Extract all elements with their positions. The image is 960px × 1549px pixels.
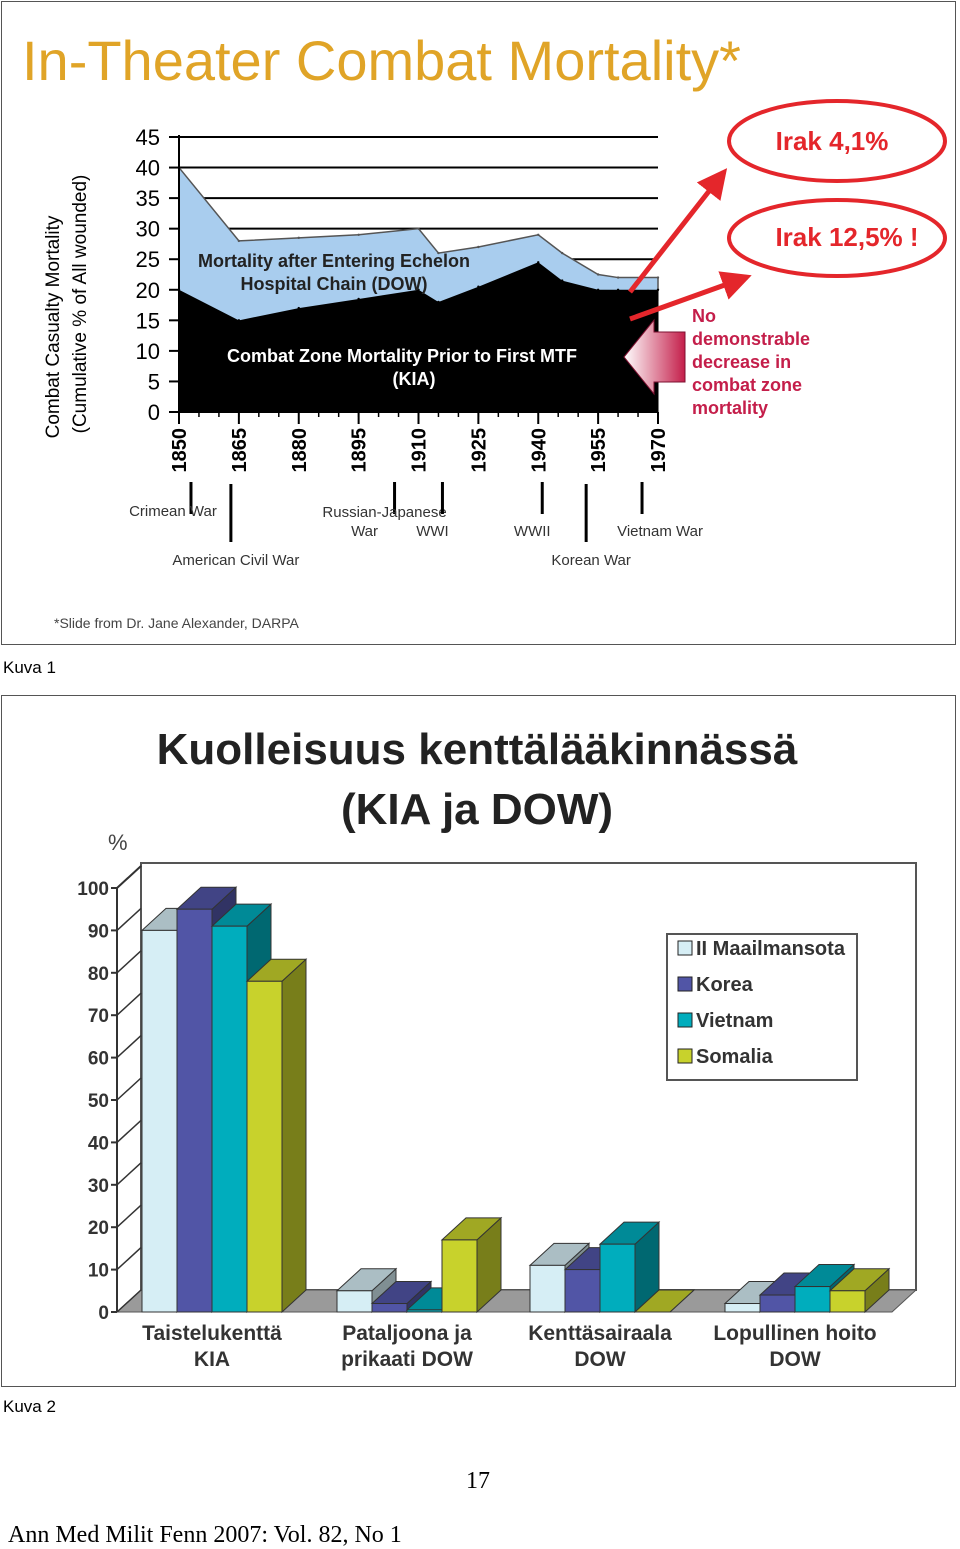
no-decrease-note: decrease in [692, 352, 792, 372]
y-axis-unit: % [108, 830, 128, 855]
x-tick-label: 1910 [408, 428, 431, 473]
y-tick-label: 30 [87, 1175, 109, 1197]
x-tick-label: 1970 [648, 428, 670, 473]
bar-front [830, 1291, 865, 1312]
y-tick-depth [117, 1163, 141, 1185]
war-label: American Civil War [172, 552, 300, 569]
y-tick-label: 25 [135, 247, 160, 273]
kia-point [537, 261, 539, 263]
category-label: KIA [193, 1348, 231, 1371]
y-tick-label: 40 [87, 1133, 109, 1155]
x-tick-label: 1865 [228, 428, 251, 473]
y-axis-label: (Cumulative % of All wounded) [70, 174, 91, 434]
war-label: WWII [513, 523, 551, 540]
legend-swatch [678, 1049, 692, 1063]
category-label: Kenttäsairaala [528, 1322, 672, 1345]
y-tick-label: 70 [87, 1006, 109, 1028]
dow-point [417, 227, 419, 229]
y-tick-label: 90 [87, 921, 109, 943]
y-tick-label: 5 [147, 369, 160, 395]
figure-1-caption: Kuva 1 [3, 658, 56, 677]
y-tick-depth [117, 1205, 141, 1227]
category-label: DOW [574, 1348, 626, 1371]
x-tick-label: 1940 [528, 428, 551, 473]
bar-front [565, 1270, 600, 1312]
y-tick-label: 45 [135, 125, 160, 150]
bar [247, 959, 306, 1312]
dow-point [357, 234, 359, 236]
kia-point [597, 289, 599, 291]
no-decrease-note: demonstrable [692, 329, 811, 349]
x-tick-label: 1850 [169, 428, 191, 473]
y-tick-label: 80 [87, 963, 109, 985]
y-tick-label: 20 [87, 1218, 109, 1240]
no-decrease-note: No [692, 306, 716, 326]
no-decrease-note: mortality [692, 398, 769, 418]
legend-label: Korea [696, 974, 753, 996]
bar-front [407, 1310, 442, 1312]
journal-footer: Ann Med Milit Fenn 2007: Vol. 82, No 1 [8, 1522, 402, 1548]
bar-front [212, 926, 247, 1312]
kia-point [561, 279, 563, 281]
x-tick-label: 1895 [348, 428, 371, 473]
irak-arrow [630, 172, 724, 292]
category-label: Lopullinen hoito [713, 1322, 877, 1345]
kia-series-label: (KIA) [392, 369, 436, 389]
bar-front [795, 1287, 830, 1312]
dow-point [537, 234, 539, 236]
figure-2-panel [1, 695, 956, 1387]
field-medicine-mortality-chart [2, 696, 955, 1386]
y-tick-depth [117, 993, 141, 1015]
dow-point [477, 246, 479, 248]
y-tick-depth [117, 1120, 141, 1142]
x-tick-label: 1925 [468, 428, 491, 473]
y-tick-label: 50 [87, 1091, 109, 1112]
y-tick-label: 60 [87, 1048, 109, 1070]
kia-series-label: Combat Zone Mortality Prior to First MTF [227, 346, 577, 366]
war-label: WWI [416, 523, 449, 540]
y-tick-label: 100 [77, 879, 109, 900]
kia-point [238, 319, 240, 321]
y-tick-label: 15 [135, 308, 160, 334]
chart-title: (KIA ja DOW) [340, 785, 614, 834]
y-tick-depth [117, 866, 141, 888]
y-tick-depth [117, 908, 141, 930]
legend-swatch [678, 977, 692, 991]
kia-point [437, 301, 439, 303]
dow-point [657, 276, 659, 278]
bar [442, 1218, 501, 1312]
no-decrease-note: combat zone [692, 375, 803, 395]
bar-front [442, 1240, 477, 1312]
bar-front [337, 1291, 372, 1312]
chart-title: In-Theater Combat Mortality* [22, 29, 741, 92]
page-number: 17 [466, 1468, 490, 1494]
war-label: Russian-Japanese [322, 504, 447, 521]
irak-label: Irak 4,1% [775, 126, 889, 156]
source-note: *Slide from Dr. Jane Alexander, DARPA [54, 615, 299, 631]
bar-front [247, 981, 282, 1312]
kia-point [298, 307, 300, 309]
bar-front [372, 1304, 407, 1312]
legend-swatch [678, 941, 692, 955]
dow-series-label: Mortality after Entering Echelon [197, 251, 471, 271]
y-tick-label: 10 [87, 1260, 109, 1282]
legend-label: Vietnam [696, 1010, 774, 1032]
y-tick-label: 10 [135, 338, 160, 364]
war-label: Korean War [551, 552, 631, 569]
y-tick-depth [117, 1248, 141, 1270]
bar-front [600, 1244, 635, 1312]
category-label: prikaati DOW [341, 1348, 473, 1371]
bar-front [142, 930, 177, 1312]
bar-front [725, 1304, 760, 1312]
war-label: Vietnam War [617, 523, 703, 540]
combat-mortality-chart [2, 2, 955, 644]
dow-series-label: Hospital Chain (DOW) [240, 274, 428, 294]
legend-label: Somalia [696, 1046, 773, 1068]
y-tick-label: 20 [135, 277, 160, 303]
dow-point [298, 237, 300, 239]
bar-side [282, 959, 306, 1312]
y-tick-label: 30 [135, 216, 160, 242]
dow-point [597, 273, 599, 275]
war-label: War [351, 523, 379, 540]
figure-1-panel [1, 1, 956, 645]
dow-point [238, 240, 240, 242]
chart-title: Kuolleisuus kenttälääkinnässä [156, 725, 798, 774]
y-tick-label: 35 [135, 186, 160, 212]
y-tick-label: 0 [147, 400, 160, 425]
war-label: Crimean War [129, 503, 217, 520]
irak-label: Irak 12,5% ! [775, 222, 919, 252]
category-label: Pataljoona ja [342, 1322, 472, 1345]
bar-front [530, 1265, 565, 1312]
y-tick-label: 0 [98, 1303, 109, 1324]
dow-point [617, 276, 619, 278]
bar-front [177, 909, 212, 1312]
y-tick-depth [117, 1078, 141, 1100]
kia-point [357, 298, 359, 300]
legend-swatch [678, 1013, 692, 1027]
kia-point [617, 289, 619, 291]
dow-point [561, 252, 563, 254]
figure-2-caption: Kuva 2 [3, 1397, 56, 1416]
category-label: DOW [769, 1348, 821, 1371]
x-tick-label: 1880 [288, 428, 311, 473]
y-tick-depth [117, 1036, 141, 1058]
kia-point [477, 286, 479, 288]
y-tick-depth [117, 951, 141, 973]
kia-point [657, 289, 659, 291]
legend-label: II Maailmansota [696, 938, 845, 960]
y-axis-label: Combat Casualty Mortality [43, 215, 64, 439]
y-tick-label: 40 [135, 155, 160, 181]
category-label: Taistelukenttä [142, 1322, 282, 1345]
bar-front [760, 1295, 795, 1312]
x-tick-label: 1955 [588, 428, 611, 473]
